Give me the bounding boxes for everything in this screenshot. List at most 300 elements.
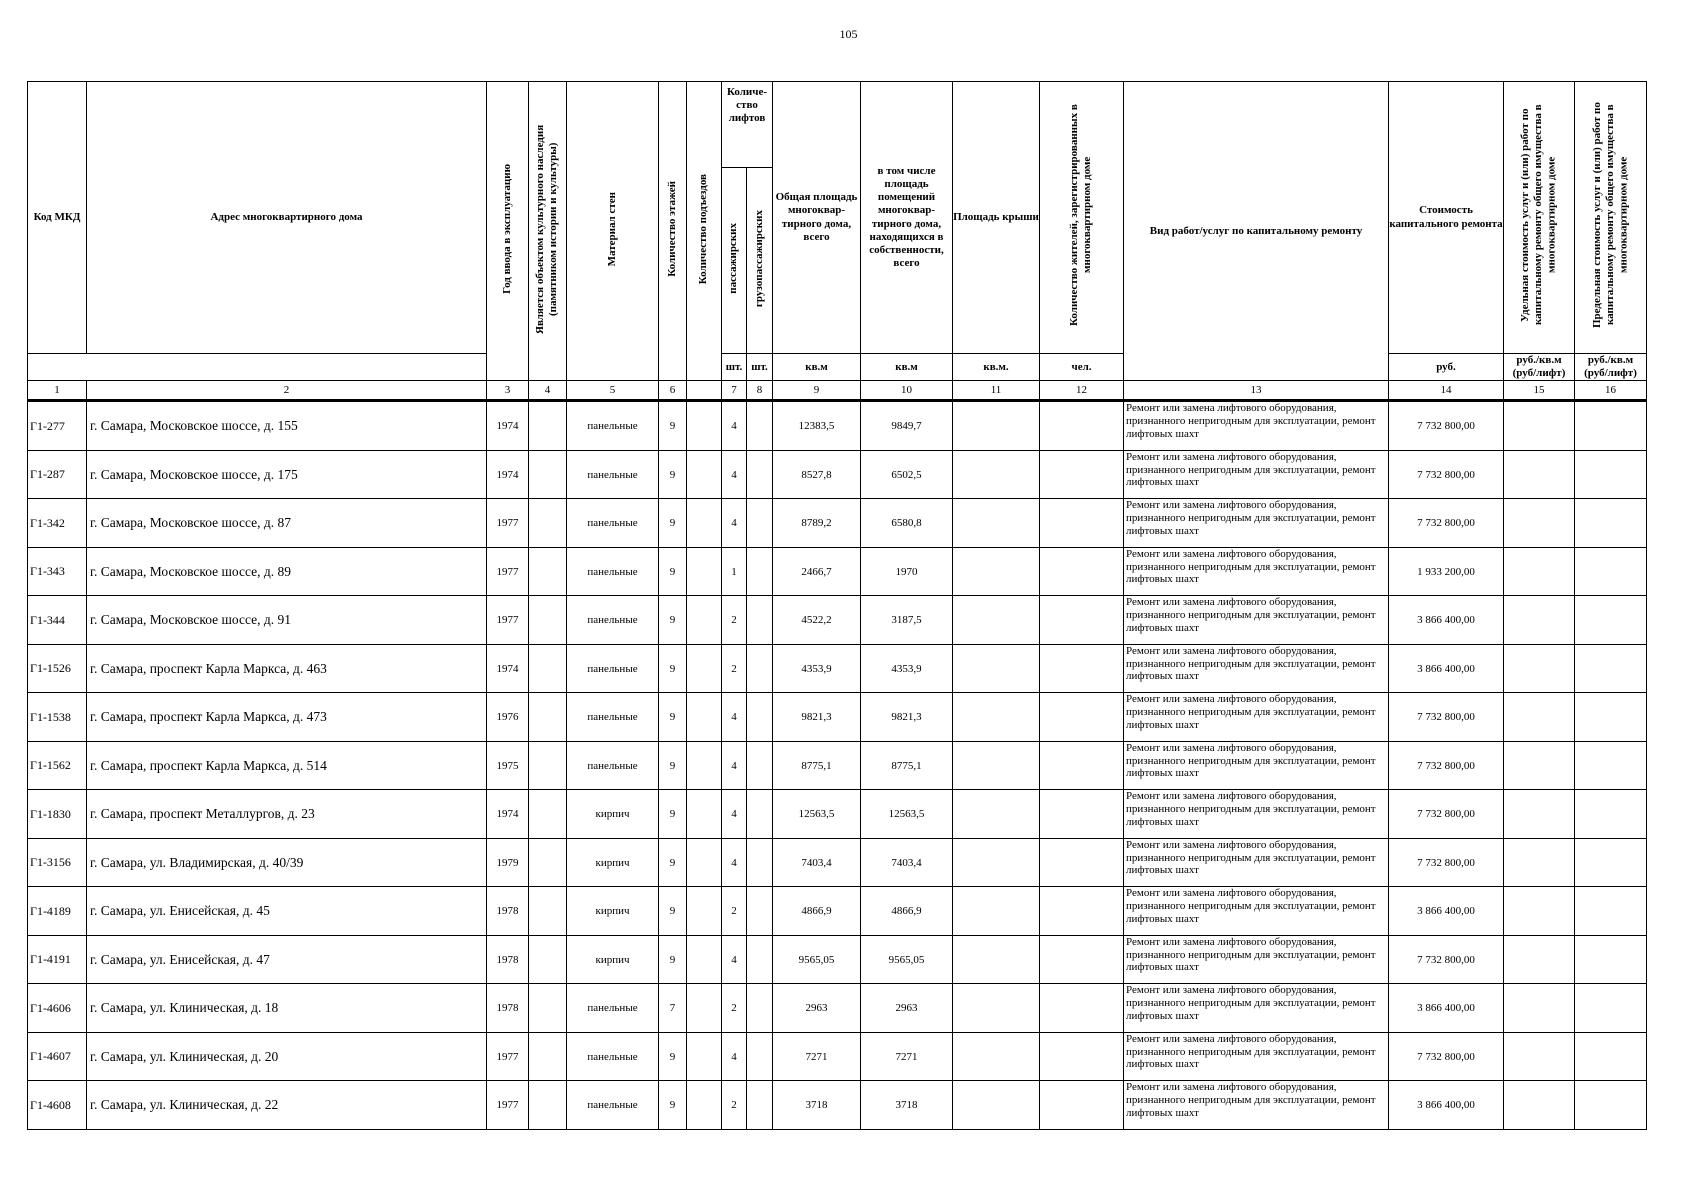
col-number: 9: [773, 381, 861, 401]
row-residents: [1040, 401, 1124, 451]
row-elevators-cargo: [747, 935, 773, 984]
row-heritage: [529, 984, 567, 1033]
col-number: 1: [28, 381, 87, 401]
row-entrances: [687, 935, 722, 984]
row-heritage: [529, 693, 567, 742]
row-heritage: [529, 838, 567, 887]
row-elevators-pass: 2: [722, 887, 747, 936]
row-residents: [1040, 596, 1124, 645]
row-residents: [1040, 644, 1124, 693]
row-code: Г1-1562: [28, 741, 87, 790]
row-owned-area: 8775,1: [861, 741, 953, 790]
row-code: Г1-3156: [28, 838, 87, 887]
row-total-area: 4522,2: [773, 596, 861, 645]
row-roof-area: [953, 1032, 1040, 1081]
header-heritage: Является объектом культурного наследия (памятником истории и культуры): [529, 82, 567, 381]
table-row: [28, 790, 1647, 839]
row-material: панельные: [567, 644, 659, 693]
row-floors: 9: [659, 790, 687, 839]
row-unit-cost: [1504, 547, 1575, 596]
row-work-type: Ремонт или замена лифтового оборудования, признанного непригодным для эксплуатации, ремонт лифтовых шахт: [1124, 838, 1389, 887]
col-number: 3: [487, 381, 529, 401]
row-floors: 9: [659, 450, 687, 499]
row-unit-cost: [1504, 887, 1575, 936]
row-roof-area: [953, 547, 1040, 596]
row-address: г. Самара, проспект Карла Маркса, д. 514: [87, 741, 487, 790]
row-cost: 7 732 800,00: [1389, 499, 1504, 548]
row-total-area: 2466,7: [773, 547, 861, 596]
row-heritage: [529, 547, 567, 596]
row-year: 1979: [487, 838, 529, 887]
header-work-type: Вид работ/услуг по капитальному ремонту: [1124, 82, 1389, 381]
header-total-area: Общая площадь многоквар-тирного дома, всего: [773, 82, 861, 354]
row-code: Г1-1538: [28, 693, 87, 742]
row-address: г. Самара, Московское шоссе, д. 87: [87, 499, 487, 548]
row-residents: [1040, 935, 1124, 984]
row-roof-area: [953, 935, 1040, 984]
row-elevators-pass: 2: [722, 984, 747, 1033]
row-residents: [1040, 1032, 1124, 1081]
row-entrances: [687, 741, 722, 790]
row-owned-area: 4866,9: [861, 887, 953, 936]
row-total-area: 12383,5: [773, 401, 861, 451]
row-roof-area: [953, 1081, 1040, 1130]
row-heritage: [529, 644, 567, 693]
row-unit-cost: [1504, 450, 1575, 499]
row-material: панельные: [567, 450, 659, 499]
header-roof-area: Площадь крыши: [953, 82, 1040, 354]
col-number: 10: [861, 381, 953, 401]
row-material: панельные: [567, 499, 659, 548]
row-cost: 3 866 400,00: [1389, 984, 1504, 1033]
row-unit-cost: [1504, 984, 1575, 1033]
row-address: г. Самара, Московское шоссе, д. 175: [87, 450, 487, 499]
row-residents: [1040, 693, 1124, 742]
table-row: [28, 693, 1647, 742]
row-material: панельные: [567, 984, 659, 1033]
row-cost: 7 732 800,00: [1389, 693, 1504, 742]
row-material: кирпич: [567, 887, 659, 936]
row-code: Г1-4608: [28, 1081, 87, 1130]
row-elevators-pass: 1: [722, 547, 747, 596]
row-elevators-pass: 2: [722, 596, 747, 645]
row-unit-cost: [1504, 693, 1575, 742]
row-floors: 9: [659, 499, 687, 548]
row-roof-area: [953, 693, 1040, 742]
row-address: г. Самара, проспект Металлургов, д. 23: [87, 790, 487, 839]
row-material: кирпич: [567, 790, 659, 839]
row-total-area: 8527,8: [773, 450, 861, 499]
row-residents: [1040, 790, 1124, 839]
row-max-cost: [1575, 984, 1647, 1033]
unit-owned-area: кв.м: [861, 354, 953, 381]
row-floors: 9: [659, 644, 687, 693]
row-elevators-pass: 2: [722, 644, 747, 693]
row-heritage: [529, 1032, 567, 1081]
row-entrances: [687, 596, 722, 645]
col-number: 15: [1504, 381, 1575, 401]
row-heritage: [529, 401, 567, 451]
header-elevators-cargo: грузопассажирских: [747, 168, 773, 354]
row-material: панельные: [567, 741, 659, 790]
row-floors: 9: [659, 741, 687, 790]
row-year: 1976: [487, 693, 529, 742]
row-elevators-cargo: [747, 596, 773, 645]
row-unit-cost: [1504, 838, 1575, 887]
row-total-area: 8789,2: [773, 499, 861, 548]
row-cost: 3 866 400,00: [1389, 596, 1504, 645]
row-cost: 7 732 800,00: [1389, 741, 1504, 790]
row-residents: [1040, 741, 1124, 790]
table-row: [28, 838, 1647, 887]
row-year: 1974: [487, 450, 529, 499]
unit-pass: шт.: [722, 354, 747, 381]
row-unit-cost: [1504, 596, 1575, 645]
row-address: г. Самара, Московское шоссе, д. 91: [87, 596, 487, 645]
header-entrances: Количество подъездов: [687, 82, 722, 381]
row-year: 1974: [487, 790, 529, 839]
row-floors: 9: [659, 596, 687, 645]
row-floors: 9: [659, 838, 687, 887]
row-floors: 9: [659, 693, 687, 742]
row-year: 1977: [487, 1032, 529, 1081]
row-entrances: [687, 838, 722, 887]
row-unit-cost: [1504, 1032, 1575, 1081]
row-code: Г1-4606: [28, 984, 87, 1033]
unit-cargo: шт.: [747, 354, 773, 381]
row-max-cost: [1575, 401, 1647, 451]
row-elevators-cargo: [747, 984, 773, 1033]
row-cost: 7 732 800,00: [1389, 838, 1504, 887]
row-elevators-pass: 4: [722, 1032, 747, 1081]
row-owned-area: 7271: [861, 1032, 953, 1081]
row-total-area: 9565,05: [773, 935, 861, 984]
row-heritage: [529, 887, 567, 936]
header-cost: Стоимость капитального ремонта: [1389, 82, 1504, 354]
header-elevators: Количе-ство лифтов: [722, 82, 773, 168]
table-row: [28, 984, 1647, 1033]
row-floors: 9: [659, 547, 687, 596]
row-address: г. Самара, проспект Карла Маркса, д. 473: [87, 693, 487, 742]
row-owned-area: 9821,3: [861, 693, 953, 742]
row-work-type: Ремонт или замена лифтового оборудования, признанного непригодным для эксплуатации, ремонт лифтовых шахт: [1124, 741, 1389, 790]
header-wall-material: Материал стен: [567, 82, 659, 381]
row-elevators-cargo: [747, 887, 773, 936]
row-owned-area: 7403,4: [861, 838, 953, 887]
table-row: [28, 499, 1647, 548]
row-roof-area: [953, 499, 1040, 548]
table-row: [28, 547, 1647, 596]
row-roof-area: [953, 596, 1040, 645]
unit-total-area: кв.м: [773, 354, 861, 381]
row-entrances: [687, 693, 722, 742]
row-cost: 7 732 800,00: [1389, 1032, 1504, 1081]
row-owned-area: 4353,9: [861, 644, 953, 693]
row-material: панельные: [567, 1081, 659, 1130]
col-number: 2: [87, 381, 487, 401]
units-blank: [28, 354, 487, 381]
column-numbers-row: [28, 381, 1647, 401]
row-material: кирпич: [567, 838, 659, 887]
row-address: г. Самара, ул. Клиническая, д. 18: [87, 984, 487, 1033]
row-unit-cost: [1504, 935, 1575, 984]
row-cost: 7 732 800,00: [1389, 450, 1504, 499]
row-heritage: [529, 450, 567, 499]
row-owned-area: 9849,7: [861, 401, 953, 451]
row-cost: 1 933 200,00: [1389, 547, 1504, 596]
row-residents: [1040, 499, 1124, 548]
table-row: [28, 741, 1647, 790]
header-year: Год ввода в эксплуатацию: [487, 82, 529, 381]
row-cost: 7 732 800,00: [1389, 935, 1504, 984]
row-floors: 7: [659, 984, 687, 1033]
row-elevators-pass: 4: [722, 935, 747, 984]
row-total-area: 2963: [773, 984, 861, 1033]
row-roof-area: [953, 741, 1040, 790]
row-year: 1977: [487, 547, 529, 596]
row-work-type: Ремонт или замена лифтового оборудования, признанного непригодным для эксплуатации, ремонт лифтовых шахт: [1124, 450, 1389, 499]
row-elevators-cargo: [747, 741, 773, 790]
row-heritage: [529, 741, 567, 790]
row-work-type: Ремонт или замена лифтового оборудования, признанного непригодным для эксплуатации, ремонт лифтовых шахт: [1124, 596, 1389, 645]
page-number: 105: [839, 27, 858, 41]
row-code: Г1-4189: [28, 887, 87, 936]
row-owned-area: 3718: [861, 1081, 953, 1130]
row-residents: [1040, 547, 1124, 596]
header-max-cost: Предельная стоимость услуг и (или) работ по капитальному ремонту общего имущества в многоквартирном доме: [1575, 82, 1647, 354]
row-work-type: Ремонт или замена лифтового оборудования, признанного непригодным для эксплуатации, ремонт лифтовых шахт: [1124, 935, 1389, 984]
row-year: 1978: [487, 935, 529, 984]
row-material: панельные: [567, 596, 659, 645]
row-entrances: [687, 1081, 722, 1130]
row-year: 1978: [487, 984, 529, 1033]
row-roof-area: [953, 401, 1040, 451]
row-work-type: Ремонт или замена лифтового оборудования, признанного непригодным для эксплуатации, ремонт лифтовых шахт: [1124, 984, 1389, 1033]
row-code: Г1-4191: [28, 935, 87, 984]
row-total-area: 7403,4: [773, 838, 861, 887]
row-residents: [1040, 1081, 1124, 1130]
col-number: 6: [659, 381, 687, 401]
row-work-type: Ремонт или замена лифтового оборудования, признанного непригодным для эксплуатации, ремонт лифтовых шахт: [1124, 499, 1389, 548]
row-code: Г1-277: [28, 401, 87, 451]
row-code: Г1-287: [28, 450, 87, 499]
row-max-cost: [1575, 741, 1647, 790]
table-row: [28, 887, 1647, 936]
row-code: Г1-342: [28, 499, 87, 548]
row-owned-area: 6502,5: [861, 450, 953, 499]
row-elevators-pass: 4: [722, 499, 747, 548]
row-heritage: [529, 499, 567, 548]
row-entrances: [687, 984, 722, 1033]
row-code: Г1-343: [28, 547, 87, 596]
row-code: Г1-1830: [28, 790, 87, 839]
row-work-type: Ремонт или замена лифтового оборудования, признанного непригодным для эксплуатации, ремонт лифтовых шахт: [1124, 790, 1389, 839]
row-material: панельные: [567, 693, 659, 742]
row-address: г. Самара, ул. Клиническая, д. 20: [87, 1032, 487, 1081]
col-number: 12: [1040, 381, 1124, 401]
row-work-type: Ремонт или замена лифтового оборудования, признанного непригодным для эксплуатации, ремонт лифтовых шахт: [1124, 401, 1389, 451]
col-number: 16: [1575, 381, 1647, 401]
row-elevators-pass: 4: [722, 450, 747, 499]
row-year: 1977: [487, 499, 529, 548]
row-owned-area: 3187,5: [861, 596, 953, 645]
row-floors: 9: [659, 401, 687, 451]
col-number: 8: [747, 381, 773, 401]
row-elevators-pass: 4: [722, 838, 747, 887]
row-roof-area: [953, 887, 1040, 936]
table-row: [28, 450, 1647, 499]
row-year: 1974: [487, 401, 529, 451]
row-address: г. Самара, Московское шоссе, д. 155: [87, 401, 487, 451]
row-floors: 9: [659, 1032, 687, 1081]
row-roof-area: [953, 838, 1040, 887]
row-code: Г1-4607: [28, 1032, 87, 1081]
col-number: 11: [953, 381, 1040, 401]
row-entrances: [687, 499, 722, 548]
row-year: 1978: [487, 887, 529, 936]
row-elevators-pass: 4: [722, 401, 747, 451]
table-row: [28, 596, 1647, 645]
row-unit-cost: [1504, 401, 1575, 451]
row-max-cost: [1575, 838, 1647, 887]
row-max-cost: [1575, 1081, 1647, 1130]
row-roof-area: [953, 984, 1040, 1033]
row-elevators-cargo: [747, 547, 773, 596]
row-max-cost: [1575, 644, 1647, 693]
row-total-area: 4866,9: [773, 887, 861, 936]
row-floors: 9: [659, 887, 687, 936]
unit-unit-cost: руб./кв.м (руб/лифт): [1504, 354, 1575, 381]
table-row: [28, 401, 1647, 451]
row-year: 1977: [487, 596, 529, 645]
row-floors: 9: [659, 935, 687, 984]
table-row: [28, 1081, 1647, 1130]
row-cost: 3 866 400,00: [1389, 644, 1504, 693]
row-address: г. Самара, ул. Енисейская, д. 45: [87, 887, 487, 936]
row-entrances: [687, 547, 722, 596]
col-number: 7: [722, 381, 747, 401]
header-residents: Количество жителей, зарегистрированных в многоквартирном доме: [1040, 82, 1124, 354]
row-roof-area: [953, 790, 1040, 839]
row-elevators-cargo: [747, 1032, 773, 1081]
row-owned-area: 12563,5: [861, 790, 953, 839]
row-roof-area: [953, 450, 1040, 499]
row-address: г. Самара, ул. Енисейская, д. 47: [87, 935, 487, 984]
header-code: Код МКД: [28, 82, 87, 354]
col-number: [687, 381, 722, 401]
row-work-type: Ремонт или замена лифтового оборудования, признанного непригодным для эксплуатации, ремонт лифтовых шахт: [1124, 547, 1389, 596]
row-floors: 9: [659, 1081, 687, 1130]
row-material: панельные: [567, 401, 659, 451]
row-work-type: Ремонт или замена лифтового оборудования, признанного непригодным для эксплуатации, ремонт лифтовых шахт: [1124, 693, 1389, 742]
row-total-area: 8775,1: [773, 741, 861, 790]
row-year: 1974: [487, 644, 529, 693]
row-address: г. Самара, ул. Клиническая, д. 22: [87, 1081, 487, 1130]
row-total-area: 9821,3: [773, 693, 861, 742]
row-residents: [1040, 838, 1124, 887]
row-code: Г1-1526: [28, 644, 87, 693]
row-cost: 3 866 400,00: [1389, 887, 1504, 936]
row-entrances: [687, 790, 722, 839]
row-elevators-cargo: [747, 790, 773, 839]
row-material: панельные: [567, 1032, 659, 1081]
row-year: 1977: [487, 1081, 529, 1130]
row-residents: [1040, 887, 1124, 936]
row-cost: 7 732 800,00: [1389, 401, 1504, 451]
row-address: г. Самара, ул. Владимирская, д. 40/39: [87, 838, 487, 887]
row-elevators-pass: 4: [722, 790, 747, 839]
row-elevators-cargo: [747, 1081, 773, 1130]
row-max-cost: [1575, 499, 1647, 548]
row-cost: 3 866 400,00: [1389, 1081, 1504, 1130]
unit-roof-area: кв.м.: [953, 354, 1040, 381]
row-unit-cost: [1504, 790, 1575, 839]
row-elevators-pass: 4: [722, 741, 747, 790]
row-elevators-cargo: [747, 693, 773, 742]
row-owned-area: 9565,05: [861, 935, 953, 984]
row-roof-area: [953, 644, 1040, 693]
row-max-cost: [1575, 935, 1647, 984]
row-unit-cost: [1504, 644, 1575, 693]
header-floors: Количество этажей: [659, 82, 687, 381]
header-elevators-pass: пассажирских: [722, 168, 747, 354]
row-total-area: 4353,9: [773, 644, 861, 693]
row-year: 1975: [487, 741, 529, 790]
row-material: панельные: [567, 547, 659, 596]
row-elevators-cargo: [747, 644, 773, 693]
row-total-area: 12563,5: [773, 790, 861, 839]
capital-repair-table: [27, 81, 1647, 1130]
col-number: 14: [1389, 381, 1504, 401]
table-row: [28, 1032, 1647, 1081]
row-unit-cost: [1504, 1081, 1575, 1130]
row-material: кирпич: [567, 935, 659, 984]
row-owned-area: 2963: [861, 984, 953, 1033]
row-elevators-cargo: [747, 450, 773, 499]
unit-max-cost: руб./кв.м (руб/лифт): [1575, 354, 1647, 381]
header-unit-cost: Удельная стоимость услуг и (или) работ по капитальному ремонту общего имущества в многоквартирном доме: [1504, 82, 1575, 354]
unit-residents: чел.: [1040, 354, 1124, 381]
row-max-cost: [1575, 693, 1647, 742]
row-residents: [1040, 984, 1124, 1033]
row-max-cost: [1575, 790, 1647, 839]
row-work-type: Ремонт или замена лифтового оборудования, признанного непригодным для эксплуатации, ремонт лифтовых шахт: [1124, 644, 1389, 693]
row-elevators-cargo: [747, 401, 773, 451]
row-entrances: [687, 401, 722, 451]
row-max-cost: [1575, 450, 1647, 499]
row-owned-area: 6580,8: [861, 499, 953, 548]
row-elevators-cargo: [747, 838, 773, 887]
row-unit-cost: [1504, 741, 1575, 790]
row-work-type: Ремонт или замена лифтового оборудования, признанного непригодным для эксплуатации, ремонт лифтовых шахт: [1124, 887, 1389, 936]
row-residents: [1040, 450, 1124, 499]
row-elevators-cargo: [747, 499, 773, 548]
row-address: г. Самара, проспект Карла Маркса, д. 463: [87, 644, 487, 693]
row-heritage: [529, 1081, 567, 1130]
row-owned-area: 1970: [861, 547, 953, 596]
header-owned-area: в том числе площадь помещений многоквар-тирного дома, находящихся в собственности, всего: [861, 82, 953, 354]
row-unit-cost: [1504, 499, 1575, 548]
row-cost: 7 732 800,00: [1389, 790, 1504, 839]
row-entrances: [687, 644, 722, 693]
col-number: 5: [567, 381, 659, 401]
unit-cost: руб.: [1389, 354, 1504, 381]
col-number: 4: [529, 381, 567, 401]
row-max-cost: [1575, 1032, 1647, 1081]
header-address: Адрес многоквартирного дома: [87, 82, 487, 354]
row-entrances: [687, 1032, 722, 1081]
table-row: [28, 935, 1647, 984]
